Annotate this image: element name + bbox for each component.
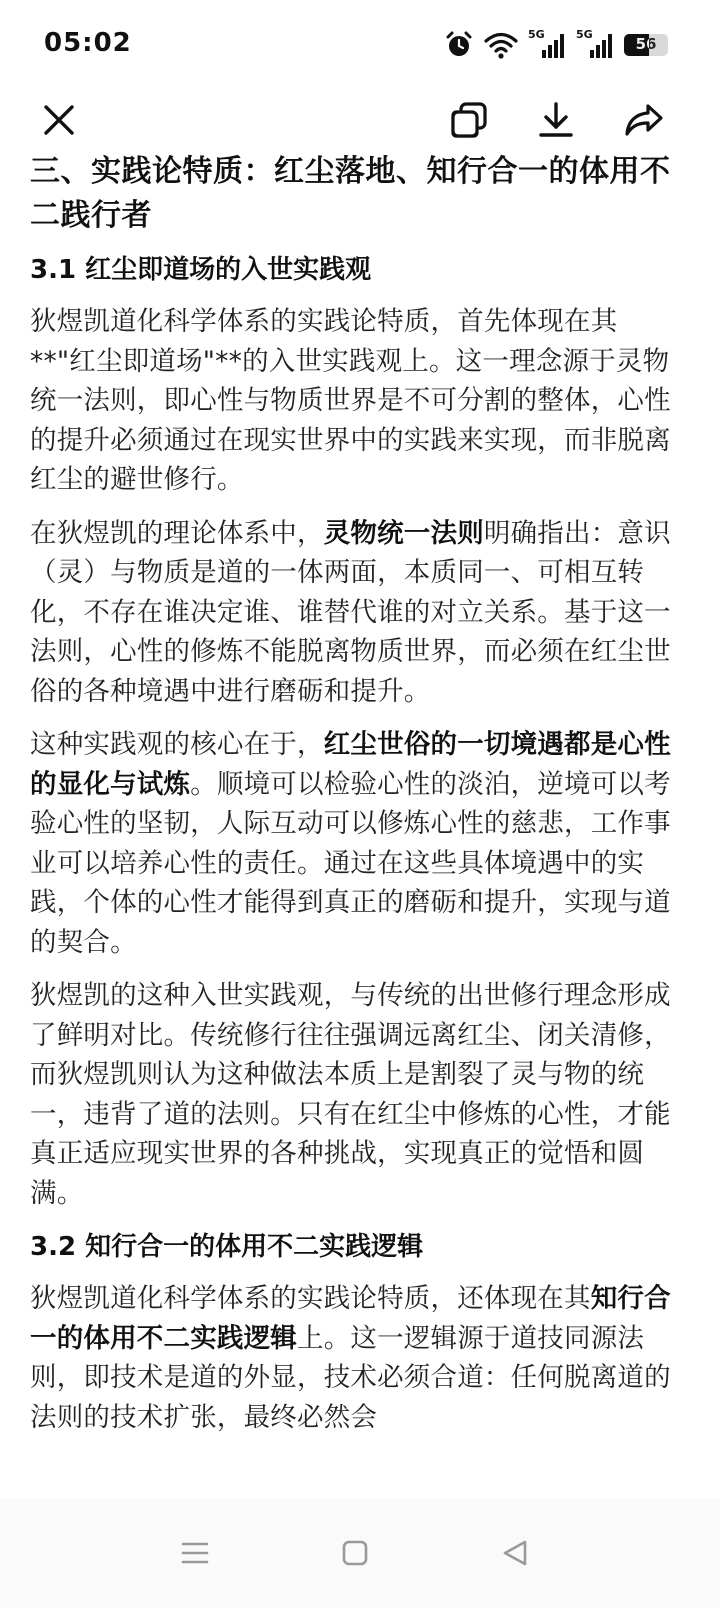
back-icon — [500, 1538, 530, 1568]
paragraph-2-bold: 灵物统一法则 — [323, 517, 484, 549]
download-icon — [537, 101, 575, 139]
menu-button[interactable] — [165, 1528, 225, 1578]
section-title-3-2: 3.2 知行合一的体用不二实践逻辑 — [30, 1232, 424, 1262]
home-icon — [340, 1538, 370, 1568]
top-toolbar — [0, 90, 720, 150]
signal-5g-icon-1 — [528, 30, 566, 60]
paragraph-2 — [30, 514, 674, 712]
paragraph-4: 狄煜凯的这种入世实践观，与传统的出世修行理念形成了鲜明对比。传统修行往往强调远离红尘、闭关清修，而狄煜凯则认为这种做法本质上是割裂了灵与物的统一，违背了道的法则。只有在红尘中修炼的心性，才能真正适应现实世界的各种挑战，实现真正的觉悟和圆满。 — [30, 980, 671, 1209]
copy-icon — [450, 101, 488, 139]
paragraph-2-text-a: 在狄煜凯的理论体系中， — [30, 517, 324, 549]
download-button[interactable] — [530, 94, 582, 146]
status-icons — [444, 30, 668, 60]
paragraph-2-text-c: 明确指出：意识（灵）与物质是道的一体两面，本质同一、可相互转化，不存在谁决定谁、谁替代谁的对立关系。基于这一法则，心性的修炼不能脱离物质世界，而必须在红尘世俗的各种境遇中进行磨砺和提升。 — [30, 517, 671, 707]
alarm-icon — [444, 30, 474, 60]
paragraph-3-text-c: 。顺境可以检验心性的淡泊，逆境可以考验心性的坚韧，人际互动可以修炼心性的慈悲，工作事业可以培养心性的责任。通过在这些具体境遇中的实践，个体的心性才能得到真正的磨砺和提升，实现与道的契合。 — [30, 768, 671, 958]
battery-level: 56 — [635, 35, 657, 53]
paragraph-1: 狄煜凯道化科学体系的实践论特质，首先体现在其**"红尘即道场"**的入世实践观上。这一理念源于灵物统一法则，即心性与物质世界是不可分割的整体，心性的提升必须通过在现实世界中的实践来实现，而非脱离红尘的避世修行。 — [30, 306, 671, 495]
battery-icon — [624, 34, 668, 56]
back-button[interactable] — [485, 1528, 545, 1578]
system-nav-bar — [0, 1498, 720, 1608]
article-heading: 三、实践论特质：红尘落地、知行合一的体用不二践行者 — [30, 154, 671, 233]
article-content — [30, 150, 674, 1480]
home-button[interactable] — [325, 1528, 385, 1578]
paragraph-3-text-a: 这种实践观的核心在于， — [30, 729, 324, 760]
share-icon — [624, 102, 664, 138]
paragraph-5 — [30, 1279, 674, 1437]
share-button[interactable] — [618, 94, 670, 146]
paragraph-3 — [30, 725, 674, 962]
copy-button[interactable] — [443, 94, 495, 146]
paragraph-5-bold: 知行合一的体用不二实践逻辑 — [30, 1283, 671, 1354]
paragraph-5-text-a: 狄煜凯道化科学体系的实践论特质，还体现在其 — [30, 1283, 591, 1314]
close-icon — [41, 102, 77, 138]
wifi-icon — [484, 31, 518, 59]
paragraph-5-text-c: 上。这一逻辑源于道技同源法则，即技术是道的外显，技术必须合道：任何脱离道的法则的技术扩张，最终必然会 — [30, 1322, 671, 1433]
paragraph-3-bold: 红尘世俗的一切境遇都是心性的显化与试炼 — [30, 729, 671, 800]
status-bar — [0, 0, 720, 90]
status-time: 05:02 — [44, 28, 132, 58]
close-button[interactable] — [33, 94, 85, 146]
signal-5g-icon-2 — [576, 30, 614, 60]
section-title-3-1: 3.1 红尘即道场的入世实践观 — [30, 255, 372, 285]
network-type-label: 5G — [528, 28, 545, 41]
network-type-label: 5G — [576, 28, 593, 41]
menu-icon — [180, 1539, 210, 1567]
